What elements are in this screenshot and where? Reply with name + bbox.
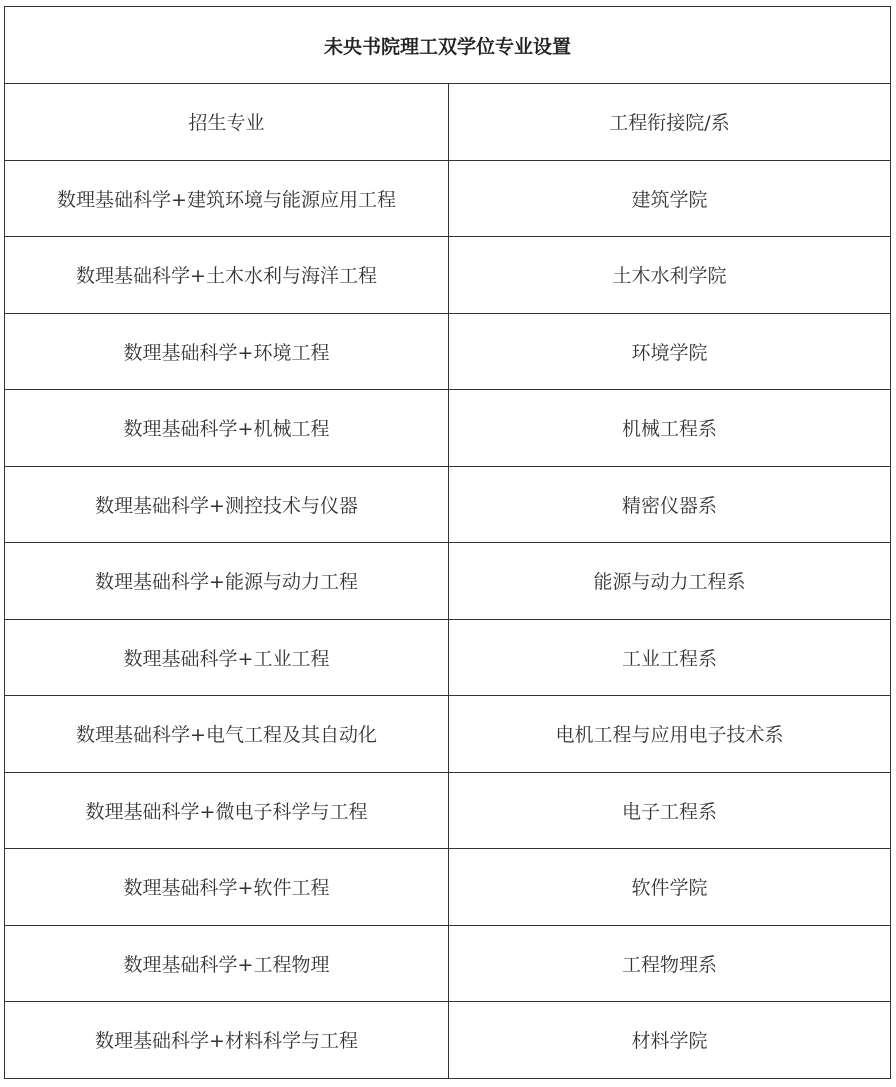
- table-row: [5, 696, 891, 773]
- cell-major: 数理基础科学+土木水利与海洋工程: [5, 237, 449, 314]
- table-row: [5, 772, 891, 849]
- table-row: [5, 466, 891, 543]
- major-table: [4, 6, 891, 1079]
- table-title: 未央书院理工双学位专业设置: [5, 7, 891, 84]
- cell-department: 工程物理系: [449, 925, 891, 1002]
- column-header-major: 招生专业: [5, 84, 449, 161]
- table-row: [5, 160, 891, 237]
- cell-department: 建筑学院: [449, 160, 891, 237]
- table-row: [5, 849, 891, 926]
- table-row: [5, 925, 891, 1002]
- cell-major: 数理基础科学+软件工程: [5, 849, 449, 926]
- cell-major: 数理基础科学+电气工程及其自动化: [5, 696, 449, 773]
- table-row: [5, 543, 891, 620]
- cell-department: 软件学院: [449, 849, 891, 926]
- cell-major: 数理基础科学+环境工程: [5, 313, 449, 390]
- cell-major: 数理基础科学+建筑环境与能源应用工程: [5, 160, 449, 237]
- cell-department: 电子工程系: [449, 772, 891, 849]
- cell-department: 材料学院: [449, 1002, 891, 1079]
- cell-department: 能源与动力工程系: [449, 543, 891, 620]
- cell-major: 数理基础科学+微电子科学与工程: [5, 772, 449, 849]
- cell-department: 电机工程与应用电子技术系: [449, 696, 891, 773]
- cell-major: 数理基础科学+测控技术与仪器: [5, 466, 449, 543]
- table-row: [5, 390, 891, 467]
- cell-major: 数理基础科学+机械工程: [5, 390, 449, 467]
- cell-department: 精密仪器系: [449, 466, 891, 543]
- table-header-row: [5, 84, 891, 161]
- cell-department: 环境学院: [449, 313, 891, 390]
- cell-major: 数理基础科学+材料科学与工程: [5, 1002, 449, 1079]
- cell-major: 数理基础科学+工程物理: [5, 925, 449, 1002]
- cell-department: 机械工程系: [449, 390, 891, 467]
- cell-major: 数理基础科学+工业工程: [5, 619, 449, 696]
- table-row: [5, 619, 891, 696]
- cell-department: 工业工程系: [449, 619, 891, 696]
- major-table-container: [4, 6, 890, 1079]
- column-header-department: 工程衔接院/系: [449, 84, 891, 161]
- cell-department: 土木水利学院: [449, 237, 891, 314]
- table-row: [5, 1002, 891, 1079]
- cell-major: 数理基础科学+能源与动力工程: [5, 543, 449, 620]
- table-row: [5, 313, 891, 390]
- table-row: [5, 237, 891, 314]
- table-title-row: [5, 7, 891, 84]
